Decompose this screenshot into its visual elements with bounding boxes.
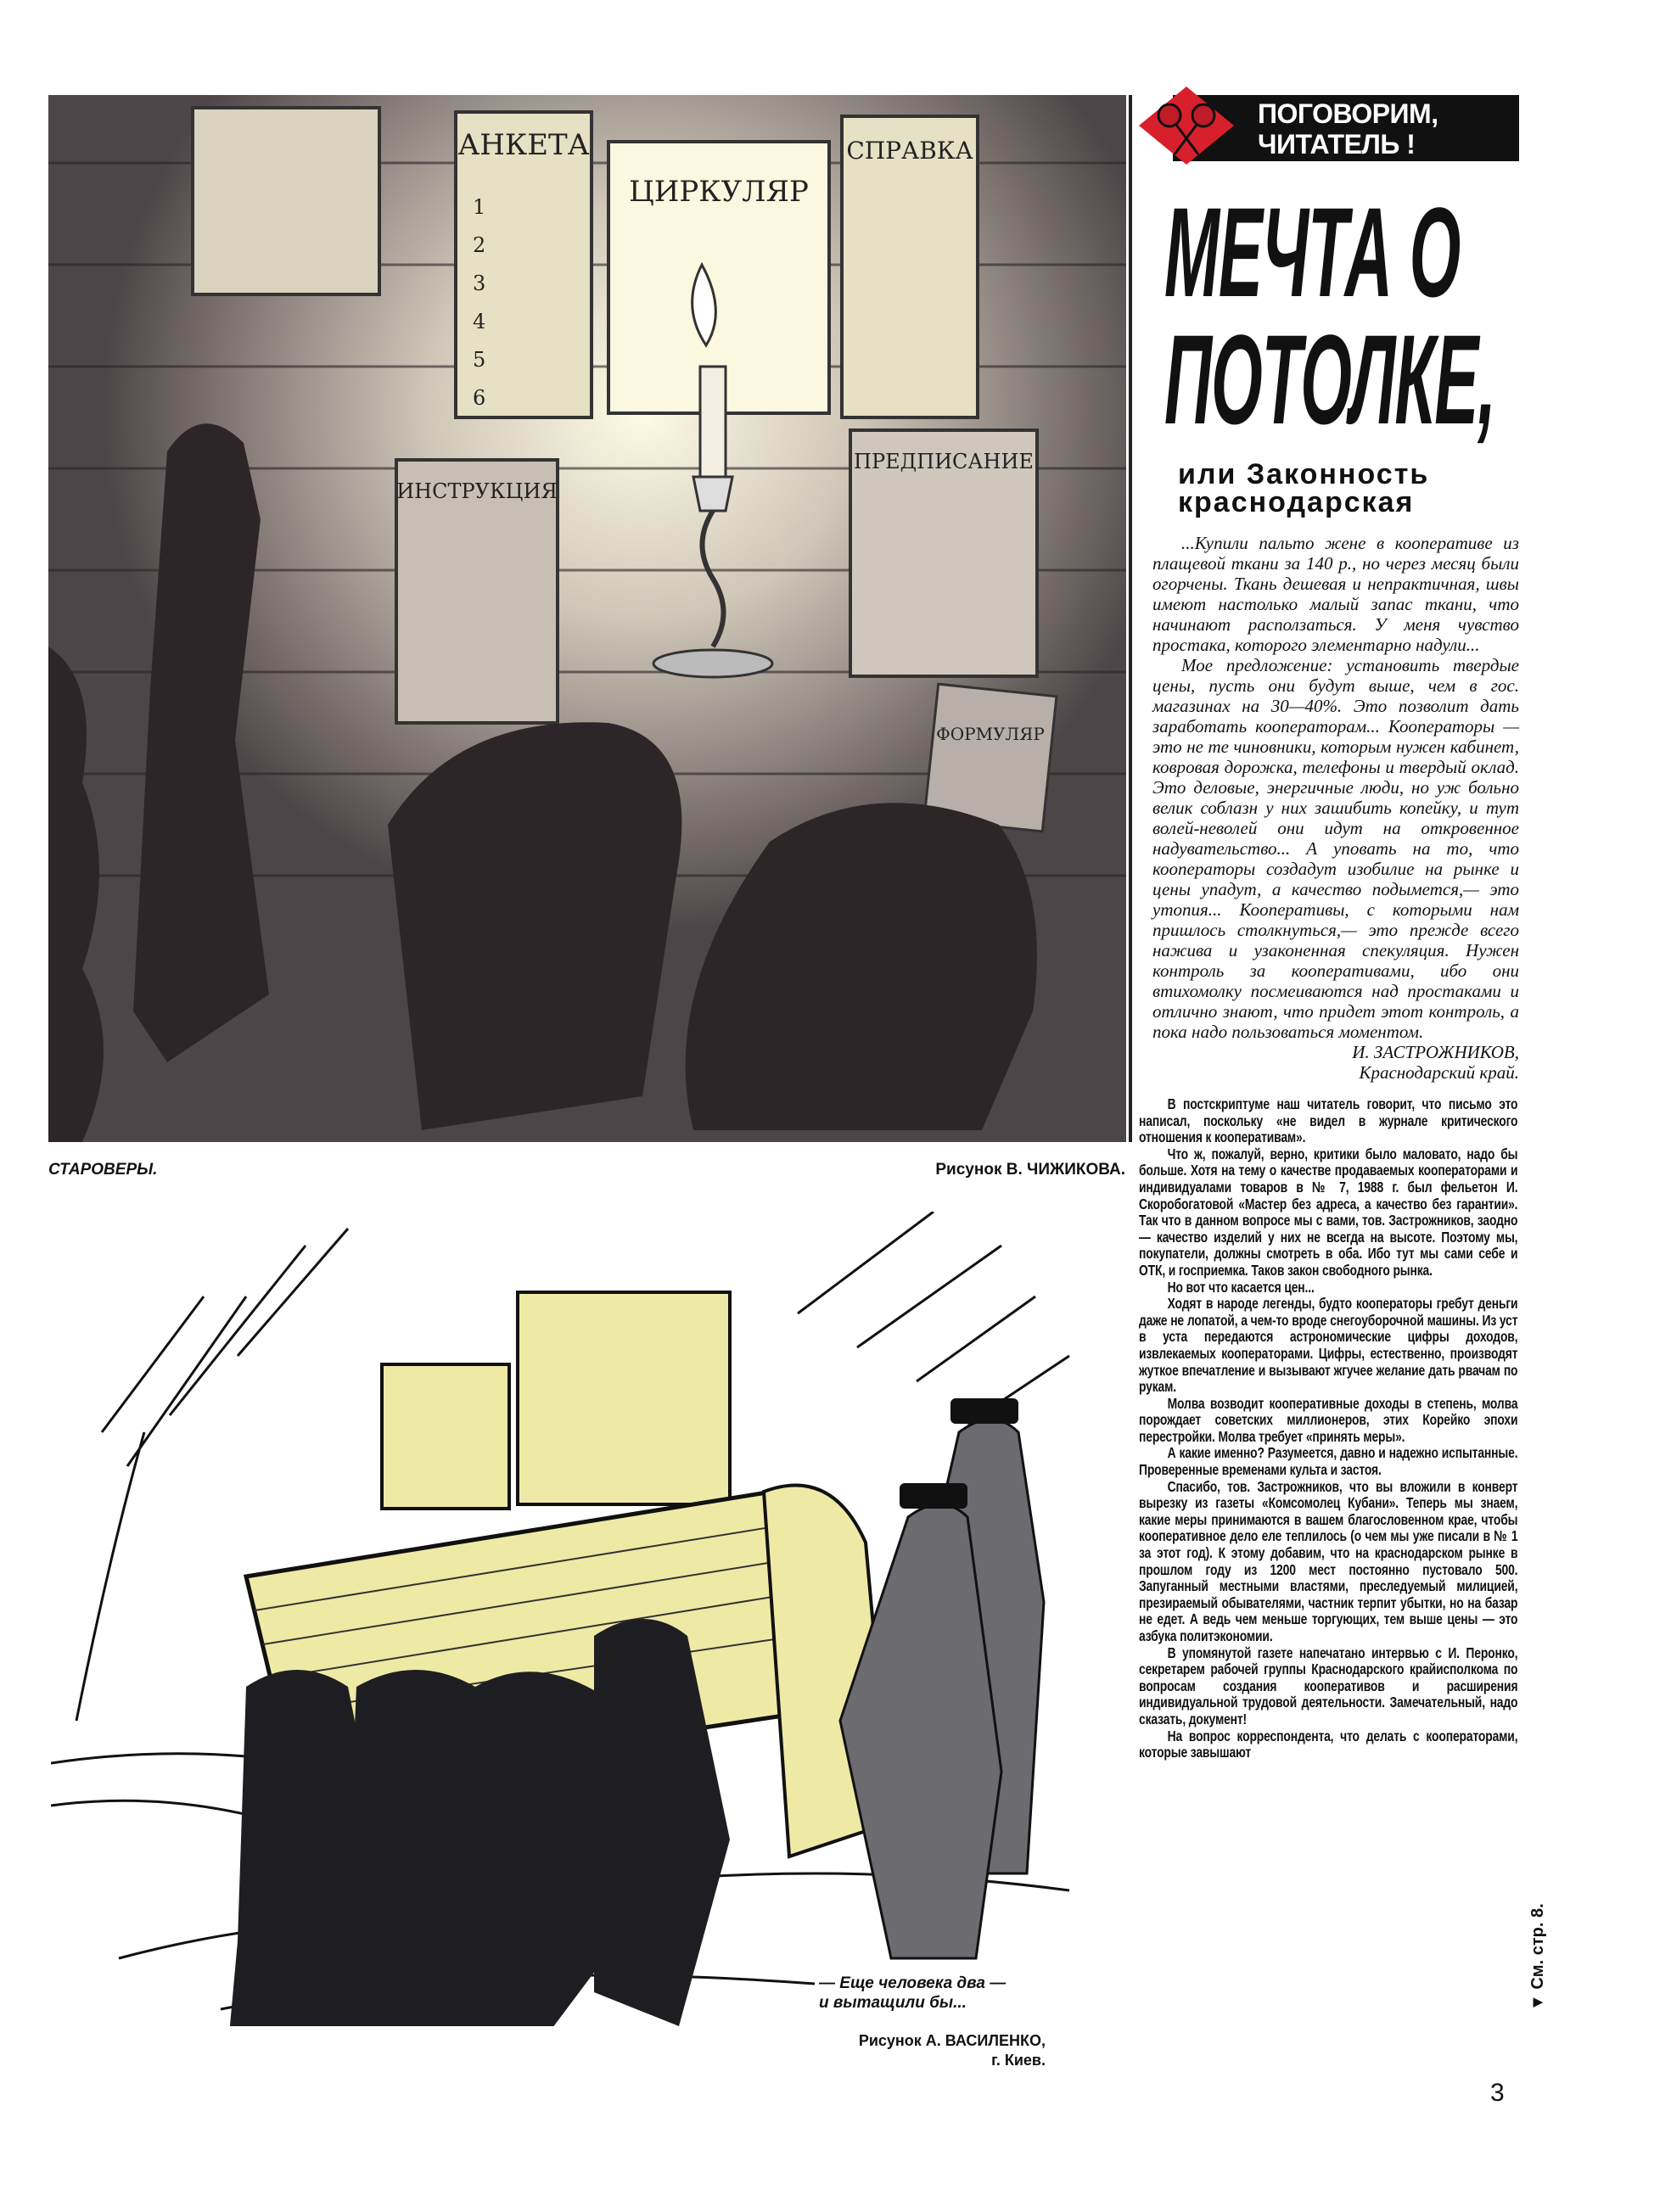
subtitle-line: краснодарская bbox=[1178, 486, 1415, 518]
cartoon-quote-line: и вытащили бы... bbox=[819, 1994, 967, 2012]
illustration-caption: СТАРОВЕРЫ. bbox=[48, 1161, 158, 1179]
crossed-rackets-emblem-icon bbox=[1139, 87, 1241, 165]
reply-paragraph: Спасибо, тов. Застрожников, что вы вложили в конверт вырезку из газеты «Комсомолец Кубани». Теперь мы знаем, какие меры принимаются в вашем благословенном крае, чтобы кооперативное дело еле теплилось (о чем мы уже писали в № 1 за этот год). К этому добавим, что на краснодарском рынке в прошлом году из 1200 мест постоянно пустовало 500. Запуганный местными властями, преследуемый милицией, презираемый обывателями, частник терпит убытки, но на базар не едет. А ведь чем меньше торгующих, тем выше цены — это азбука политэкономии. bbox=[1139, 1477, 1518, 1644]
reply-paragraph: А какие именно? Разумеется, давно и надежно испытанные. Проверенные временами культа и застоя. bbox=[1139, 1444, 1518, 1479]
sign-anketa: АНКЕТА bbox=[457, 128, 590, 162]
sign-order: ПРЕДПИСАНИЕ bbox=[854, 450, 1034, 473]
title-line: ПОТОЛКЕ, bbox=[1164, 308, 1495, 451]
credit-line: г. Киев. bbox=[991, 2052, 1046, 2069]
letter-paragraph: ...Купили пальто жене в кооперативе из плащевой ткани за 140 р., но через месяц были огорчены. Ткань дешевая и непрактичная, швы имеют настолько малый запас ткани, что начинают расползаться. У меня чувство простака, которого элементарно надули... bbox=[1152, 533, 1519, 655]
reply-paragraph: Ходят в народе легенды, будто кооператоры гребут деньги даже не лопатой, а чем-то вроде снегоуборочной машины. Из уст в уста передаются астрономические цифры доходов, извлекаемых кооператорами. Цифры, естественно, производят жуткое впечатление и вызывают жгучее желание дать рвачам по рукам. bbox=[1139, 1295, 1518, 1396]
credit-line: Рисунок А. ВАСИЛЕНКО, bbox=[858, 2032, 1046, 2049]
letter-paragraph: Мое предложение: установить твердые цены, пусть они будут выше, чем в гос. магазинах на 30—40%. Это позволит дать заработать кооператорам... Кооператоры — это не те чиновники, которым нужен кабинет, ковровая дорожка, телефоны и твердый оклад. Это деловые, энергичные люди, но уж больно велик соблазн у них зашибить копейку, и тут волей-неволей они идут на откровенное надувательство... А уповать на то, что кооператоры создадут изобилие на рынке и цены упадут, а качество подымется,— это утопия... Кооперативы, с которыми нам пришлось столкнуться,— это прежде всего нажива и узаконенная спекуляция. Нужен контроль за кооперативами, ибо они втихомолку посмеиваются над простаками и отлично знают, что придет этот контроль, а пока надо пользоваться моментом. bbox=[1152, 655, 1519, 1042]
cartoon-quote bbox=[819, 1974, 1006, 2013]
reader-letter bbox=[1152, 533, 1519, 1083]
anketa-item-number: 4 bbox=[473, 310, 486, 333]
cartoon-quote-line: — Еще человека два — bbox=[819, 1974, 1007, 1992]
page-number: 3 bbox=[1490, 2079, 1505, 2107]
crate-small bbox=[382, 1364, 509, 1509]
anketa-item-number: 3 bbox=[473, 272, 486, 295]
reply-paragraph: В постскриптуме наш читатель говорит, что письмо это написал, поскольку «не видел в журнале критического отношения к кооперативам». bbox=[1139, 1095, 1518, 1146]
anketa-item-number: 2 bbox=[473, 233, 486, 257]
reply-paragraph: Что ж, пожалуй, верно, критики было маловато, надо бы больше. Хотя на тему о качестве продаваемых кооператорами и индивидуалами товаров в № 7, 1988 г. был фельетон И. Скоробогатовой «Мастер без адреса, а качество без гарантии». Так что в данном вопросе мы с вами, тов. Застрожников, заодно — качество изделий у них не всегда на высоте. Поэтому мы, покупатели, должны смотреть в оба. Ибо тут мы сами себе и ОТК, и госприемка. Таков закон свободного рынка. bbox=[1139, 1145, 1518, 1279]
crate-large bbox=[518, 1292, 730, 1504]
article-text-column bbox=[1139, 533, 1519, 1761]
illustration-old-believers bbox=[48, 95, 1126, 1142]
illustration-pushing-truck bbox=[51, 1212, 1095, 2026]
rubric-line: ЧИТАТЕЛЬ ! bbox=[1258, 129, 1416, 160]
anketa-item-number: 5 bbox=[473, 348, 486, 372]
letter-author: И. ЗАСТРОЖНИКОВ, bbox=[1352, 1042, 1519, 1062]
reply-paragraph: В упомянутой газете напечатано интервью с И. Перонко, секретарем рабочей группы Краснодарского крайисполкома по вопросам создания кооперативов и расширения индивидуальной трудовой деятельности. Замечательный, надо сказать, документ! bbox=[1139, 1644, 1518, 1728]
column-rule bbox=[1129, 95, 1132, 1142]
continued-on-page bbox=[1528, 1867, 1553, 2011]
cartoon-credit bbox=[815, 2031, 1046, 2070]
subtitle-line: или Законность bbox=[1178, 458, 1430, 490]
sign-circular: ЦИРКУЛЯР bbox=[629, 175, 809, 209]
title-line: МЕЧТА О bbox=[1164, 181, 1461, 323]
rubric-line: ПОГОВОРИМ, bbox=[1258, 98, 1438, 129]
reply-paragraph: На вопрос корреспондента, что делать с кооператорами, которые завышают bbox=[1139, 1727, 1518, 1761]
rubric-banner bbox=[1139, 87, 1519, 165]
anketa-item-number: 1 bbox=[473, 195, 486, 219]
article-title bbox=[1164, 181, 1495, 451]
reply-paragraph: Молва возводит кооперативные доходы в степень, молва порождает советских миллионеров, этих Корейко эпохи перестройки. Молва требует «принять меры». bbox=[1139, 1394, 1518, 1445]
reply-paragraph: Но вот что касается цен... bbox=[1167, 1278, 1315, 1296]
article-subtitle bbox=[1178, 458, 1430, 518]
sign-instruction: ИНСТРУКЦИЯ bbox=[396, 479, 558, 503]
letter-region: Краснодарский край. bbox=[1359, 1062, 1519, 1083]
sign-spravka: СПРАВКА bbox=[846, 137, 973, 165]
sign-formular: ФОРМУЛЯР bbox=[936, 724, 1045, 744]
continued-label: ▼ См. стр. 8. bbox=[1528, 1903, 1547, 2011]
editorial-reply bbox=[1139, 1096, 1517, 1761]
illustration-credit: Рисунок В. ЧИЖИКОВА. bbox=[935, 1161, 1125, 1179]
anketa-item-number: 6 bbox=[473, 386, 486, 410]
